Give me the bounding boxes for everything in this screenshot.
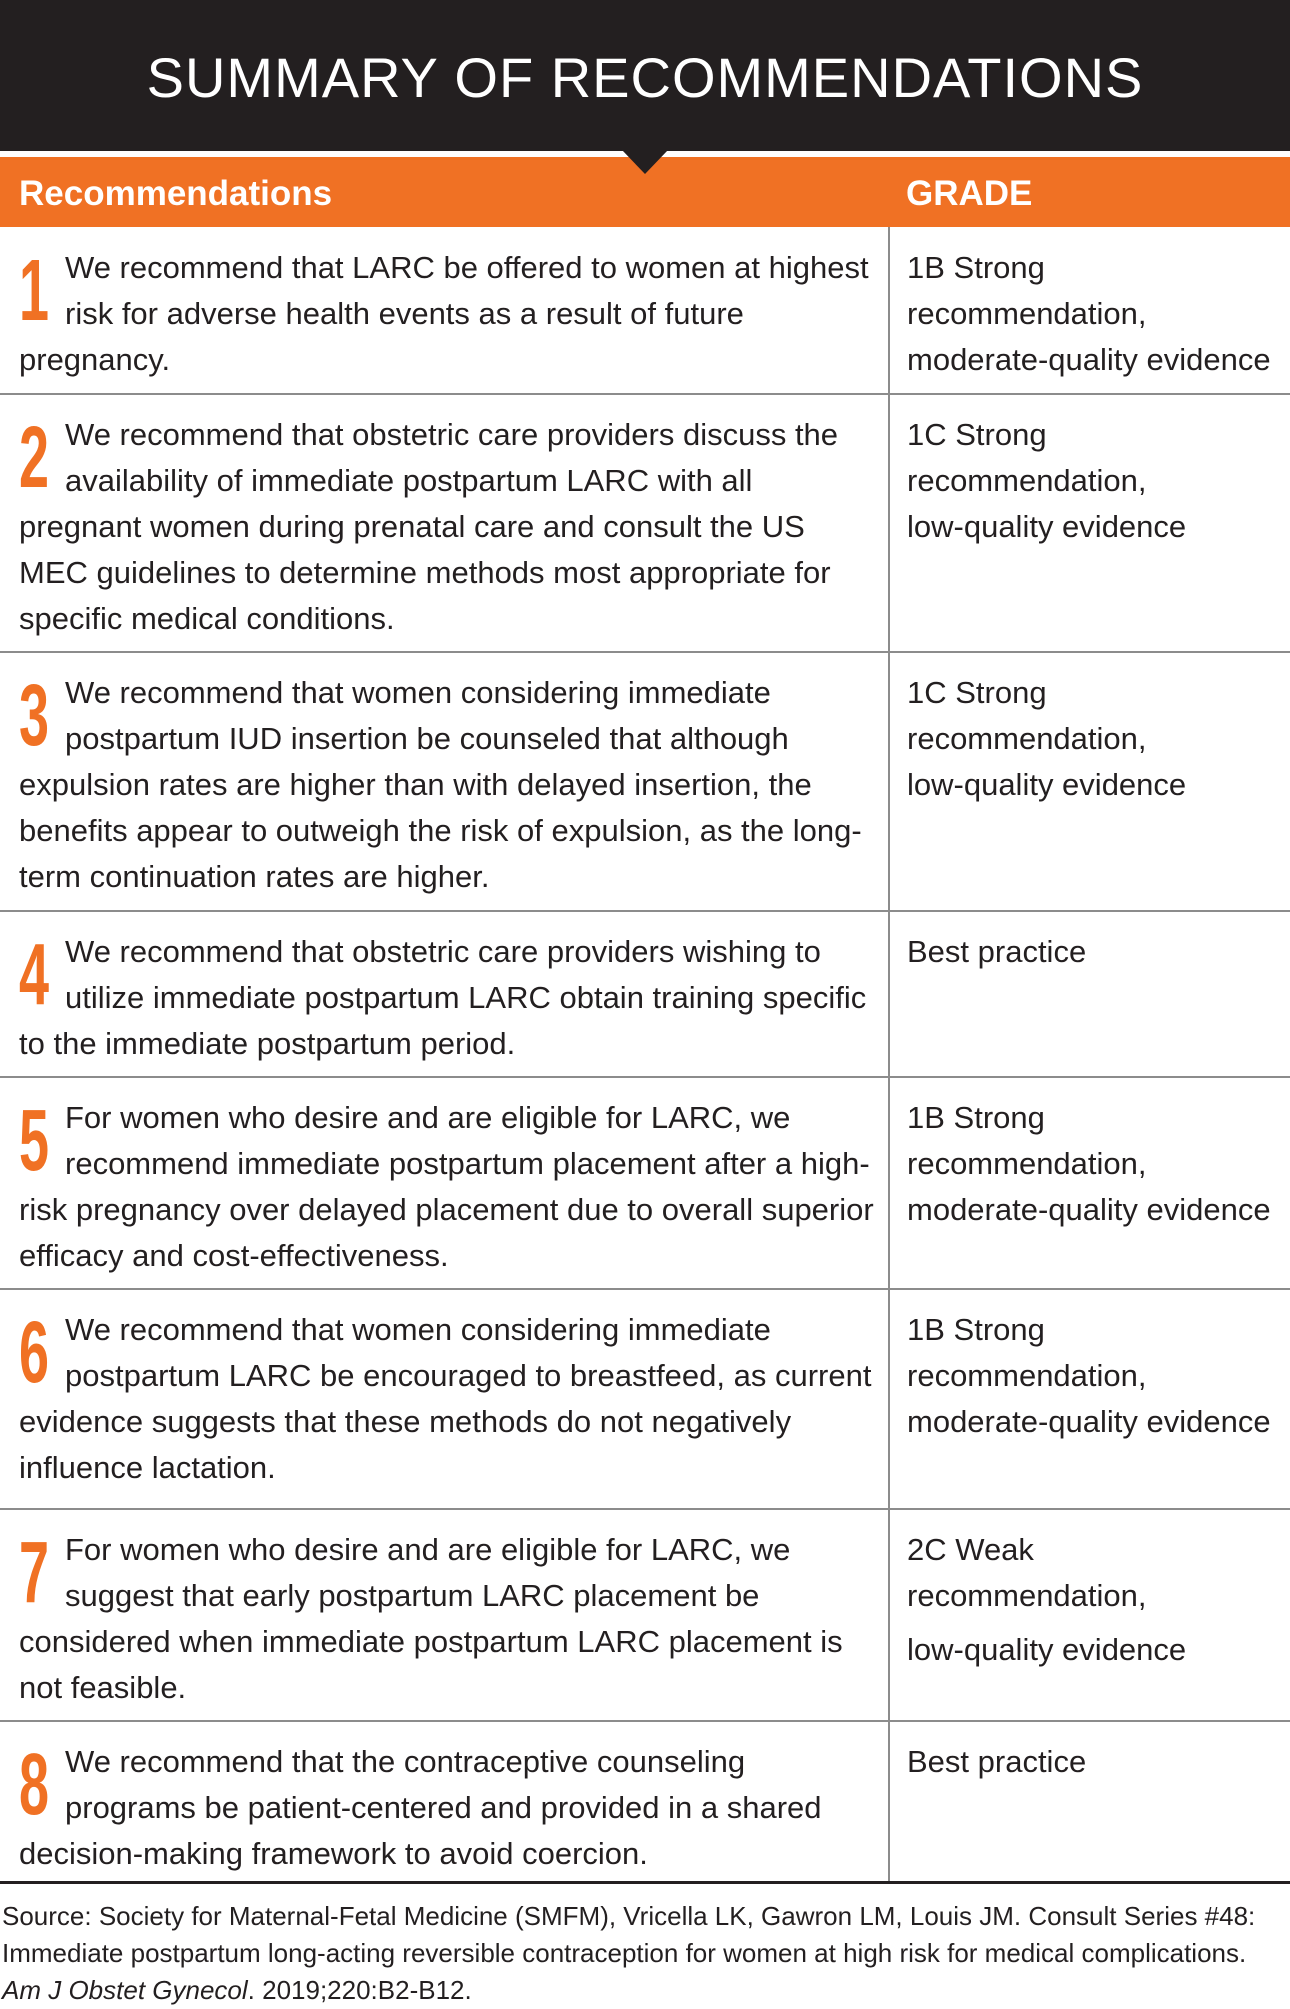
- grade-level: 1C Strong: [907, 417, 1047, 452]
- recommendation-number: 4: [19, 926, 50, 1023]
- recommendation-cell: [19, 1736, 879, 1877]
- recommendations-table: [0, 227, 1290, 1882]
- grade-evidence: moderate-quality evidence: [907, 1192, 1271, 1227]
- grade-level: Best practice: [907, 934, 1087, 969]
- source-details: . 2019;220:B2-B12.: [247, 1975, 472, 2005]
- recommendation-text: For women who desire and are eligible for LARC, we recommend immediate postpartum placement after a high-risk pregnancy over delayed placement due to overall superior efficacy and cost-effectiveness.: [19, 1100, 874, 1273]
- source-journal: Am J Obstet Gynecol: [2, 1975, 248, 2005]
- grade-evidence: moderate-quality evidence: [907, 342, 1271, 377]
- table-bottom-rule: [0, 1881, 1290, 1884]
- recommendation-text: For women who desire and are eligible for LARC, we suggest that early postpartum LARC placement be considered when immediate postpartum LARC placement is not feasible.: [19, 1532, 843, 1705]
- grade-level: 1B Strong: [907, 1100, 1045, 1135]
- recommendation-cell: [19, 1524, 879, 1711]
- recommendation-text: We recommend that obstetric care providers discuss the availability of immediate postpartum LARC with all pregnant women during prenatal care and consult the US MEC guidelines to determine methods most appropriate for specific medical conditions.: [19, 417, 839, 636]
- recommendation-cell: [19, 667, 879, 900]
- recommendation-cell: [19, 242, 879, 383]
- table-row: [0, 227, 1290, 377]
- grade-cell: [907, 245, 1290, 383]
- grade-level: 1B Strong: [907, 1312, 1045, 1347]
- recommendation-cell: [19, 1092, 879, 1279]
- grade-type: recommendation,: [907, 1146, 1147, 1181]
- recommendation-number: 1: [19, 242, 50, 339]
- grade-cell: [907, 1527, 1290, 1673]
- recommendation-cell: [19, 926, 879, 1067]
- grade-level: 1C Strong: [907, 675, 1047, 710]
- grade-evidence: low-quality evidence: [907, 767, 1187, 802]
- grade-cell: [907, 1307, 1290, 1445]
- table-row: [0, 1077, 1290, 1288]
- recommendation-cell: [19, 409, 879, 642]
- recommendation-text: We recommend that women considering immediate postpartum LARC be encouraged to breastfeed, as current evidence suggests that these methods do not negatively influence lactation.: [19, 1312, 872, 1485]
- grade-type: recommendation,: [907, 1358, 1147, 1393]
- table-row: [0, 1509, 1290, 1720]
- grade-level: 1B Strong: [907, 250, 1045, 285]
- grade-evidence: low-quality evidence: [907, 509, 1187, 544]
- table-row: [0, 1289, 1290, 1508]
- recommendation-number: 8: [19, 1736, 50, 1833]
- recommendation-number: 5: [19, 1092, 50, 1189]
- grade-cell: [907, 412, 1290, 550]
- page-title: SUMMARY OF RECOMMENDATIONS: [146, 46, 1144, 109]
- recommendation-text: We recommend that LARC be offered to women at highest risk for adverse health events as a result of future pregnancy.: [19, 250, 869, 377]
- column-header-recommendations: Recommendations: [19, 174, 333, 213]
- grade-cell: [907, 670, 1290, 808]
- table-row: [0, 911, 1290, 1076]
- column-divider: [888, 227, 890, 1882]
- grade-type: recommendation,: [907, 721, 1147, 756]
- source-citation: [2, 1898, 1282, 2009]
- recommendation-number: 3: [19, 667, 50, 764]
- table-row: [0, 1721, 1290, 1881]
- grade-cell: [907, 1739, 1290, 1785]
- grade-level: Best practice: [907, 1744, 1087, 1779]
- table-row: [0, 394, 1290, 651]
- recommendation-text: We recommend that women considering immediate postpartum IUD insertion be counseled that although expulsion rates are higher than with delayed insertion, the benefits appear to outweigh the risk of expulsion, as the long-term continuation rates are higher.: [19, 675, 862, 894]
- grade-evidence: moderate-quality evidence: [907, 1404, 1271, 1439]
- recommendation-number: 2: [19, 409, 50, 506]
- column-header-grade: GRADE: [906, 174, 1033, 213]
- recommendation-number: 6: [19, 1304, 50, 1401]
- title-pointer-notch: [622, 150, 668, 174]
- grade-cell: [907, 929, 1290, 975]
- grade-type: recommendation,: [907, 1578, 1147, 1613]
- recommendation-text: We recommend that obstetric care providers wishing to utilize immediate postpartum LARC obtain training specific to the immediate postpartum period.: [19, 934, 867, 1061]
- grade-type: recommendation,: [907, 296, 1147, 331]
- source-text: Source: Society for Maternal-Fetal Medicine (SMFM), Vricella LK, Gawron LM, Louis JM. Consult Series #48: Immediate postpartum long-acting reversible contraception for women at high risk for medical complications.: [2, 1901, 1256, 1968]
- recommendation-text: We recommend that the contraceptive counseling programs be patient-centered and provided in a shared decision-making framework to avoid coercion.: [19, 1744, 822, 1871]
- table-row: [0, 652, 1290, 910]
- title-bar: [0, 0, 1290, 151]
- grade-evidence: low-quality evidence: [907, 1632, 1187, 1667]
- grade-type: recommendation,: [907, 463, 1147, 498]
- recommendation-cell: [19, 1304, 879, 1491]
- recommendation-number: 7: [19, 1524, 50, 1621]
- grade-level: 2C Weak: [907, 1532, 1034, 1567]
- grade-cell: [907, 1095, 1290, 1233]
